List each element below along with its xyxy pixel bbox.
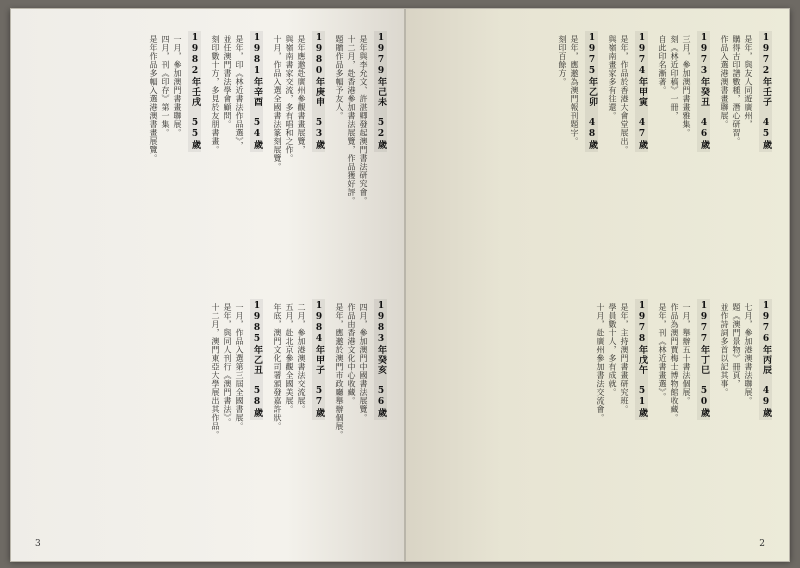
year-heading: 1981年辛酉 54歲 — [252, 33, 262, 150]
left-page — [10, 8, 405, 562]
entry-text: 一月，舉辦五十書法個展。 — [681, 303, 691, 405]
year-heading: 1983年癸亥 56歲 — [376, 301, 386, 418]
year-heading: 1984年甲子 57歲 — [314, 301, 324, 418]
entry-text: 四月，參加澳門中國書法展覽。 — [359, 303, 368, 422]
year-heading: 1974年甲寅 47歲 — [636, 33, 647, 150]
year-heading: 1975年乙卯 48歲 — [586, 33, 597, 150]
entry-text: 十月，作品入選全國書法篆刻展覽。 — [273, 35, 282, 171]
entry-text: 購得古印譜數種，潛心研習。 — [731, 35, 741, 146]
year-heading: 1973年癸丑 46歲 — [698, 33, 709, 150]
year-heading: 1980年庚申 53歲 — [314, 33, 324, 150]
entry-text: 並作詩詞多首以記其事。 — [719, 303, 729, 397]
page-number: 2 — [759, 539, 765, 549]
entry-text: 一月，作品入選第三屆全國書展。 — [235, 303, 244, 431]
entry-text: 七月，參加港澳書法聯展。 — [743, 303, 753, 405]
entry-text: 是年，主持澳門書畫研究班。 — [619, 303, 629, 414]
entry-text: 是年與李允文、許湛卿發起澳門書法研究會。 — [359, 35, 368, 205]
entry-text: 題《澳門景物》冊頁， — [731, 303, 741, 388]
entry-text: 作品由香港文化中心收藏。 — [347, 303, 356, 405]
year-heading: 1978年戊午 51歲 — [636, 301, 647, 418]
book-spread — [10, 8, 790, 560]
year-heading: 1985年乙丑 58歲 — [252, 301, 262, 418]
entry-text: 五月，赴北京參觀全國美展。 — [285, 303, 294, 414]
entry-text: 十二月，澳門東亞大學展出其作品。 — [211, 303, 220, 439]
entry-text: 二月，參加港澳書法交流展。 — [297, 303, 306, 414]
entry-text: 是年，應邀於澳門市政廳舉辦個展。 — [335, 303, 344, 439]
right-page — [405, 8, 790, 562]
entry-text: 十二月，赴香港參加書法展覽，作品獲好評。 — [347, 35, 356, 205]
entry-text: 刻印百餘方。 — [557, 35, 567, 86]
entry-text: 作品入選港澳書畫聯展。 — [719, 35, 729, 129]
entry-text: 與嶺南畫家多有往還。 — [607, 35, 617, 120]
entry-text: 是年，印《林近書法作品選》， — [235, 35, 244, 150]
entry-text: 是年作品多幅入選港澳書畫展覽。 — [149, 35, 158, 163]
entry-text: 學員數十人，多有成就。 — [607, 303, 617, 397]
entry-text: 刻印數十方，多見於友朋書畫。 — [211, 35, 220, 154]
entry-text: 並任澳門書法學會顧問。 — [223, 35, 232, 129]
entry-text: 作品為澳門賈梅士博物館收藏。 — [669, 303, 679, 422]
entry-text: 是年，與友人同遊廣州， — [743, 35, 753, 129]
entry-text: 是年，應邀為澳門報刊題字。 — [569, 35, 579, 146]
year-heading: 1977年丁巳 50歲 — [698, 301, 709, 418]
entry-text: 是年，刊《林近書畫選》。 — [657, 303, 667, 401]
entry-text: 一月，參加澳門書畫聯展。 — [173, 35, 182, 137]
entry-text: 是年，與同人刊行《澳門書法》。 — [223, 303, 232, 427]
year-heading: 1979年己未 52歲 — [376, 33, 386, 150]
entry-text: 自此印名漸著。 — [657, 35, 667, 95]
entry-text: 刻《林近印稿》一冊， — [669, 35, 679, 120]
year-heading: 1972年壬子 45歲 — [760, 33, 771, 150]
entry-text: 三月，參加澳門書畫雅集。 — [681, 35, 691, 137]
entry-text: 是年，作品於香港大會堂展出。 — [619, 35, 629, 154]
year-heading: 1982年壬戌 55歲 — [190, 33, 200, 150]
entry-text: 四月，刊《印存》第一集。 — [161, 35, 170, 137]
entry-text: 是年應邀赴廣州參觀書畫展覽， — [297, 35, 306, 154]
entry-text: 題贈作品多幅予友人。 — [335, 35, 344, 120]
entry-text: 十月，赴廣州參加書法交流會。 — [595, 303, 605, 422]
year-heading: 1976年丙辰 49歲 — [760, 301, 771, 418]
entry-text: 與嶺南書家交流，多有唱和之作。 — [285, 35, 294, 163]
entry-text: 年底，澳門文化司署頒發嘉許狀。 — [273, 303, 282, 431]
page-number: 3 — [35, 539, 41, 549]
